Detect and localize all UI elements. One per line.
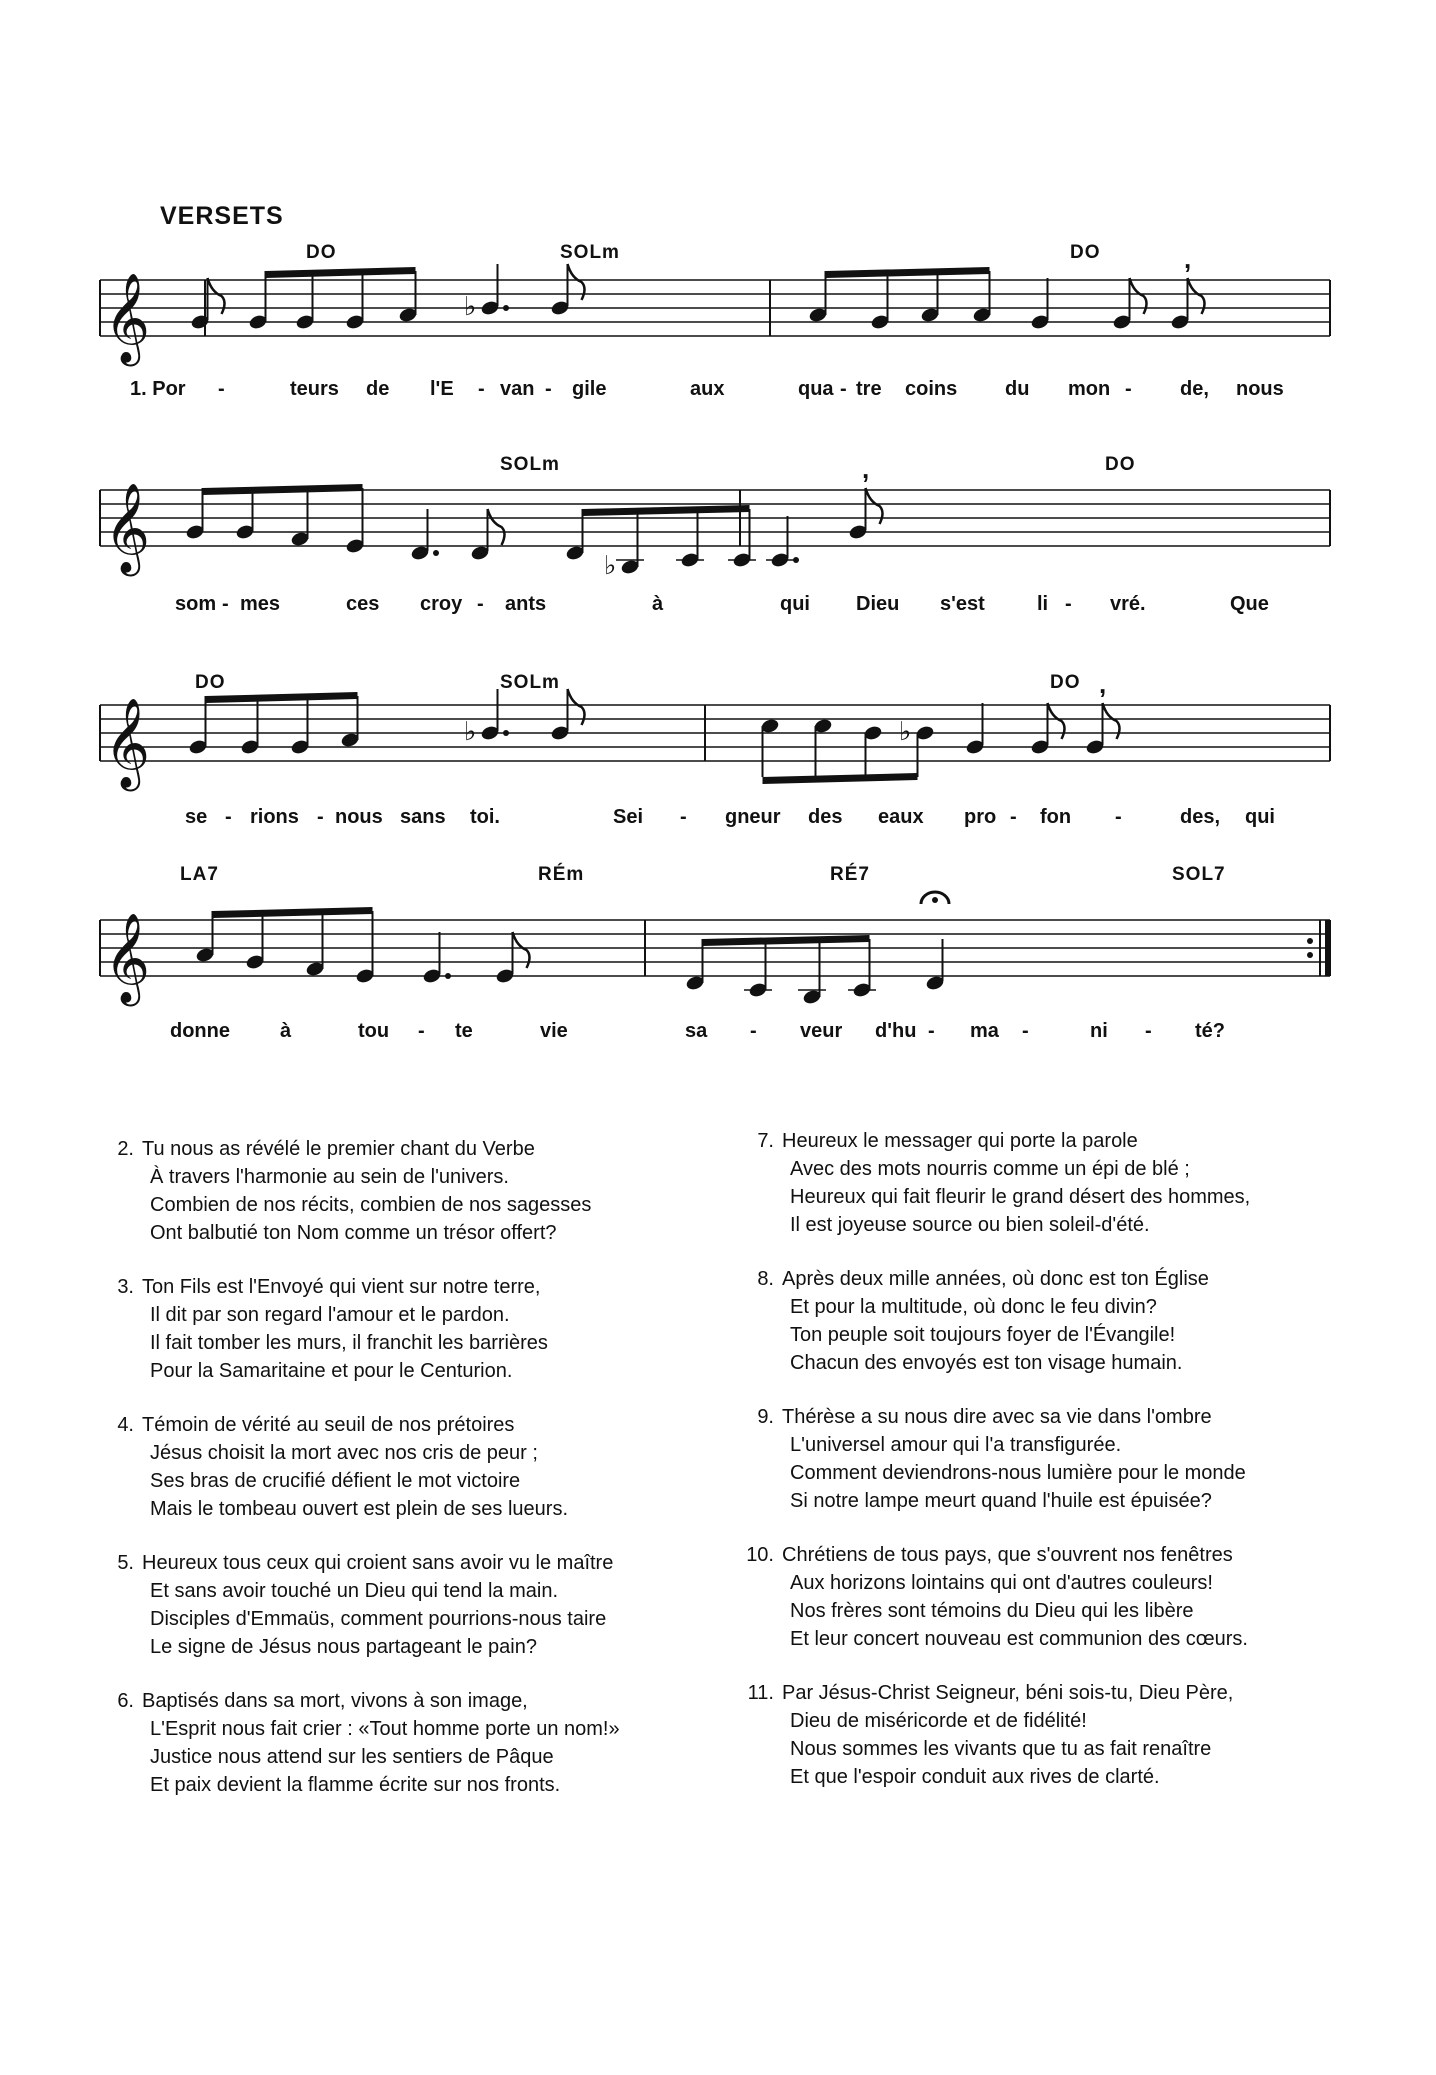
note-beam: [826, 267, 990, 278]
verse-6: [100, 1687, 740, 1799]
lyric-syllable: tou: [358, 1020, 390, 1042]
lyric-syllable: -: [1125, 378, 1132, 400]
verse-number: 4.: [117, 1414, 134, 1436]
note-flag: [488, 509, 505, 545]
treble-clef-icon: 𝄞: [104, 913, 151, 1003]
lyric-syllable: vie: [540, 1020, 568, 1042]
lyric-syllable: d'hu: [875, 1020, 917, 1042]
verse-line: Aux horizons lointains qui ont d'autres couleurs!: [790, 1572, 1213, 1594]
lyric-syllable: de: [366, 378, 390, 400]
verses-left-column: [100, 1135, 740, 1825]
verse-9: [740, 1403, 1380, 1515]
lyric-syllable: té?: [1195, 1020, 1225, 1042]
lyric-syllable: 1. Por: [130, 378, 186, 400]
lyric-syllable: à: [280, 1020, 292, 1042]
verse-line: Heureux tous ceux qui croient sans avoir vu le maître: [142, 1552, 614, 1574]
lyric-syllable: ni: [1090, 1020, 1108, 1042]
chord-label: SOLm: [500, 454, 560, 475]
verse-line: Si notre lampe meurt quand l'huile est épuisée?: [790, 1490, 1212, 1512]
breath-mark-icon: ,: [1184, 244, 1192, 274]
lyric-syllable: sans: [400, 806, 446, 828]
verse-10: [740, 1541, 1380, 1653]
lyric-syllable: rions: [250, 806, 299, 828]
lyric-syllable: -: [1145, 1020, 1152, 1042]
lyric-syllable: tre: [856, 378, 882, 400]
chord-label: DO: [1050, 672, 1081, 693]
lyric-syllable: gile: [572, 378, 607, 400]
chord-label: DO: [1070, 242, 1101, 263]
verses-right-column: [740, 1127, 1380, 1817]
flat-sign-icon: ♭: [464, 717, 477, 747]
lyric-syllable: nous: [335, 806, 383, 828]
lyric-syllable: Sei: [613, 806, 644, 828]
lyric-syllable: van: [500, 378, 535, 400]
flat-sign-icon: ♭: [604, 551, 617, 581]
verse-11: [740, 1679, 1380, 1791]
verse-7: [740, 1127, 1380, 1239]
chord-label: DO: [195, 672, 226, 693]
note-beam: [203, 484, 363, 495]
chord-label: RÉ7: [830, 864, 870, 885]
dot: [433, 550, 439, 556]
verse-line: Témoin de vérité au seuil de nos prétoires: [142, 1414, 515, 1436]
note-beam: [703, 935, 870, 946]
lyric-syllable: -: [1010, 806, 1017, 828]
lyric-syllable: -: [928, 1020, 935, 1042]
note-beam: [266, 267, 416, 278]
lyric-syllable: -: [840, 378, 847, 400]
lyric-syllable: ma: [970, 1020, 999, 1042]
lyric-syllable: -: [222, 593, 229, 615]
lyric-syllable: -: [1065, 593, 1072, 615]
verse-line: Après deux mille années, où donc est ton Église: [782, 1268, 1209, 1290]
verse-number: 11.: [747, 1682, 774, 1704]
treble-clef-icon: 𝄞: [104, 483, 151, 573]
verse-3: [100, 1273, 740, 1385]
lyric-syllable: fon: [1040, 806, 1072, 828]
treble-clef-icon: 𝄞: [104, 273, 151, 363]
repeat-dot: [1307, 952, 1313, 958]
chord-label: SOLm: [500, 672, 560, 693]
lyric-syllable: -: [225, 806, 232, 828]
lyric-syllable: se: [185, 806, 208, 828]
fermata-dot: [932, 897, 938, 903]
chord-label: SOL7: [1172, 864, 1226, 885]
lyric-syllable: donne: [170, 1020, 230, 1042]
verse-4: [100, 1411, 740, 1523]
lyric-syllable: -: [750, 1020, 757, 1042]
note-beam: [206, 692, 358, 703]
verse-line: Et pour la multitude, où donc le feu divin?: [790, 1296, 1157, 1318]
chord-label: DO: [1105, 454, 1136, 475]
lyric-syllable: -: [478, 378, 485, 400]
breath-mark-icon: ,: [1099, 669, 1107, 699]
chord-label: DO: [306, 242, 337, 263]
verse-number: 9.: [757, 1406, 774, 1428]
lyric-syllable: eaux: [878, 806, 924, 828]
lyric-syllable: du: [1005, 378, 1030, 400]
verse-line: Heureux le messager qui porte la parole: [782, 1130, 1138, 1152]
verse-line: Combien de nos récits, combien de nos sagesses: [150, 1194, 592, 1216]
lyric-syllable: li: [1037, 593, 1049, 615]
flat-sign-icon: ♭: [464, 292, 477, 322]
verse-line: Baptisés dans sa mort, vivons à son image,: [142, 1690, 528, 1712]
lyric-syllable: som: [175, 593, 217, 615]
verse-line: À travers l'harmonie au sein de l'univers.: [150, 1166, 509, 1188]
verse-line: Disciples d'Emmaüs, comment pourrions-nous taire: [150, 1608, 607, 1630]
lyric-syllable: -: [680, 806, 687, 828]
verse-line: Avec des mots nourris comme un épi de blé ;: [790, 1158, 1190, 1180]
lyric-syllable: pro: [964, 806, 997, 828]
verse-line: Nos frères sont témoins du Dieu qui les libère: [790, 1600, 1194, 1622]
flat-sign-icon: ♭: [899, 717, 912, 747]
lyric-syllable: -: [477, 593, 484, 615]
verse-line: L'Esprit nous fait crier : «Tout homme porte un nom!»: [150, 1718, 620, 1740]
verse-line: Ses bras de crucifié défient le mot victoire: [150, 1470, 521, 1492]
verse-line: Il dit par son regard l'amour et le pardon.: [150, 1304, 510, 1326]
lyric-syllable: coins: [905, 378, 958, 400]
lyric-syllable: -: [1022, 1020, 1029, 1042]
verse-number: 2.: [117, 1138, 134, 1160]
lyric-syllable: ants: [505, 593, 547, 615]
note-beam: [583, 505, 750, 516]
lyric-syllable: s'est: [940, 593, 985, 615]
verse-line: Mais le tombeau ouvert est plein de ses lueurs.: [150, 1498, 568, 1520]
lyric-syllable: -: [1115, 806, 1122, 828]
lyric-syllable: l'E: [430, 378, 454, 400]
lyric-syllable: toi.: [470, 806, 500, 828]
lyric-syllable: teurs: [290, 378, 339, 400]
lyric-syllable: te: [455, 1020, 473, 1042]
lyric-syllable: des,: [1180, 806, 1221, 828]
verse-number: 7.: [757, 1130, 774, 1152]
note-beam: [763, 773, 918, 784]
verse-line: Ton Fils est l'Envoyé qui vient sur notre terre,: [142, 1276, 541, 1298]
lyric-syllable: nous: [1236, 378, 1284, 400]
chord-label: SOLm: [560, 242, 620, 263]
lyric-syllable: gneur: [725, 806, 781, 828]
lyric-syllable: mon: [1068, 378, 1111, 400]
dot: [503, 305, 509, 311]
dot: [503, 730, 509, 736]
lyric-syllable: des: [808, 806, 843, 828]
verse-number: 8.: [757, 1268, 774, 1290]
lyric-syllable: -: [218, 378, 225, 400]
verse-line: Et paix devient la flamme écrite sur nos fronts.: [150, 1774, 561, 1796]
verse-2: [100, 1135, 740, 1247]
verse-line: Justice nous attend sur les sentiers de Pâque: [150, 1746, 554, 1768]
verse-line: Chrétiens de tous pays, que s'ouvrent nos fenêtres: [782, 1544, 1233, 1566]
lyric-syllable: mes: [240, 593, 281, 615]
verse-line: Chacun des envoyés est ton visage humain.: [790, 1352, 1183, 1374]
verse-number: 5.: [117, 1552, 134, 1574]
lyric-syllable: sa: [685, 1020, 708, 1042]
lyric-syllable: qua: [798, 378, 834, 400]
verse-number: 10.: [746, 1544, 774, 1566]
verse-line: Nous sommes les vivants que tu as fait renaître: [790, 1738, 1212, 1760]
lyric-syllable: qui: [780, 593, 810, 615]
lyric-syllable: aux: [690, 378, 725, 400]
verse-line: L'universel amour qui l'a transfigurée.: [790, 1434, 1122, 1456]
dot: [793, 557, 799, 563]
section-title: VERSETS: [160, 202, 284, 230]
verse-line: Thérèse a su nous dire avec sa vie dans l'ombre: [782, 1406, 1212, 1428]
verse-line: Et que l'espoir conduit aux rives de clarté.: [790, 1766, 1160, 1788]
note-beam: [213, 907, 373, 918]
verse-line: Et leur concert nouveau est communion des cœurs.: [790, 1628, 1248, 1650]
verses-block: [100, 1130, 1360, 1835]
dot: [445, 973, 451, 979]
verse-line: Il est joyeuse source ou bien soleil-d'été.: [790, 1214, 1150, 1236]
lyric-syllable: à: [652, 593, 664, 615]
verse-line: Il fait tomber les murs, il franchit les barrières: [150, 1332, 548, 1354]
lyric-syllable: veur: [800, 1020, 843, 1042]
verse-line: Pour la Samaritaine et pour le Centurion.: [150, 1360, 513, 1382]
verse-line: Jésus choisit la mort avec nos cris de peur ;: [150, 1442, 538, 1464]
verse-8: [740, 1265, 1380, 1377]
verse-number: 6.: [117, 1690, 134, 1712]
verse-line: Comment deviendrons-nous lumière pour le monde: [790, 1462, 1246, 1484]
verse-line: Ont balbutié ton Nom comme un trésor offert?: [150, 1222, 557, 1244]
lyric-syllable: vré.: [1110, 593, 1146, 615]
verse-line: Heureux qui fait fleurir le grand désert des hommes,: [790, 1186, 1251, 1208]
breath-mark-icon: ,: [862, 454, 870, 484]
verse-line: Par Jésus-Christ Seigneur, béni sois-tu, Dieu Père,: [782, 1682, 1234, 1704]
chord-label: RÉm: [538, 864, 585, 885]
lyric-syllable: -: [418, 1020, 425, 1042]
verse-line: Ton peuple soit toujours foyer de l'Évangile!: [790, 1324, 1176, 1346]
lyric-syllable: ces: [346, 593, 380, 615]
verse-line: Le signe de Jésus nous partageant le pain?: [150, 1636, 537, 1658]
verse-line: Tu nous as révélé le premier chant du Verbe: [142, 1138, 535, 1160]
verse-number: 3.: [117, 1276, 134, 1298]
lyric-syllable: de,: [1180, 378, 1209, 400]
repeat-dot: [1307, 938, 1313, 944]
lyric-syllable: Que: [1230, 593, 1269, 615]
lyric-syllable: -: [317, 806, 324, 828]
lyric-syllable: -: [545, 378, 552, 400]
verse-5: [100, 1549, 740, 1661]
verse-line: Et sans avoir touché un Dieu qui tend la main.: [150, 1580, 559, 1602]
verse-line: Dieu de miséricorde et de fidélité!: [790, 1710, 1087, 1732]
treble-clef-icon: 𝄞: [104, 698, 151, 788]
chord-label: LA7: [180, 864, 219, 885]
lyric-syllable: croy: [420, 593, 463, 615]
lyric-syllable: qui: [1245, 806, 1275, 828]
lyric-syllable: Dieu: [856, 593, 900, 615]
